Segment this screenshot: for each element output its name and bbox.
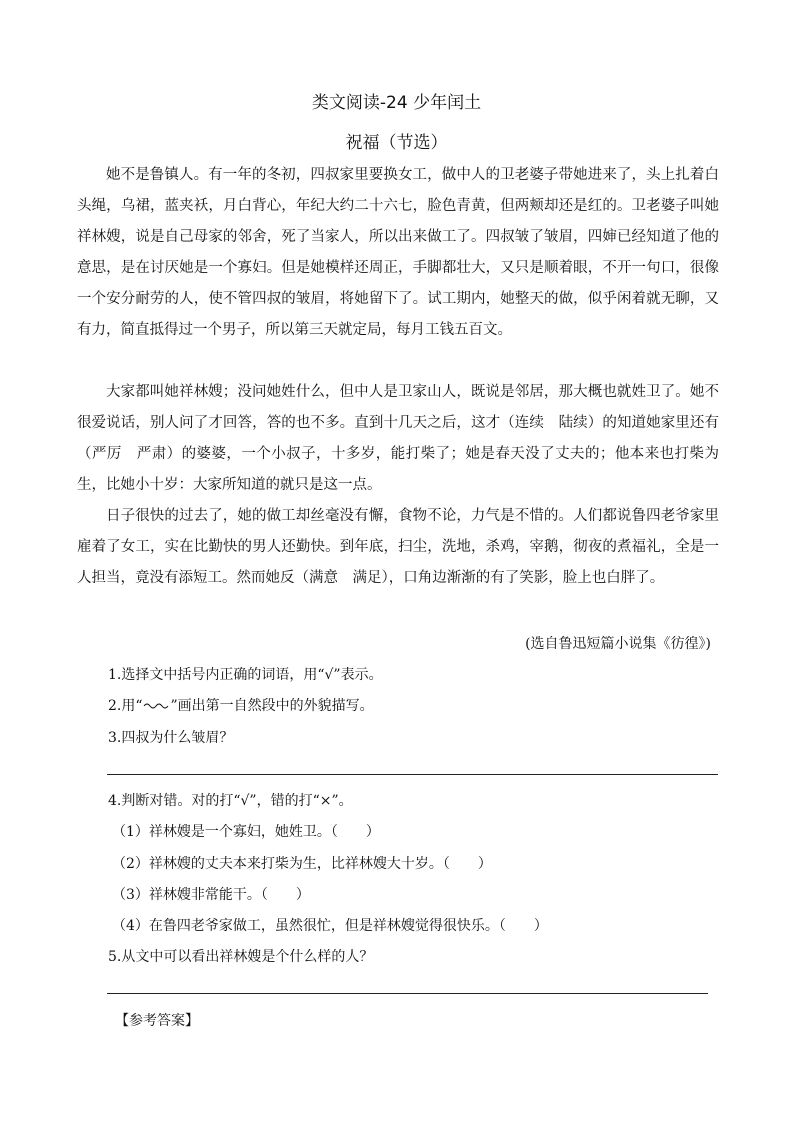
question-2: [108, 695, 374, 715]
passage-paragraph-2: 大家都叫她祥林嫂；没问她姓什么，但中人是卫家山人，既说是邻居，那大概也就姓卫了。她不很爱说话，别人问了才回答，答的也不多。直到十几天之后，这才（连续 陆续）的知道她家里还有（严厉 严肃）的婆婆，一个小叔子，十多岁，能打柴了；她是春天没了丈夫的；他本来也打柴为生，比她小十岁：大家所知道的就只是这一点。: [77, 384, 719, 493]
question-4-item: （1）祥林嫂是一个寡妇，她姓卫。（ ）: [112, 824, 380, 840]
question-4-item: （4）在鲁四老爷家做工，虽然很忙，但是祥林嫂觉得很快乐。（ ）: [112, 918, 548, 934]
question-5: 5.从文中可以看出祥林嫂是个什么样的人？: [108, 949, 374, 965]
question-4-item: （3）祥林嫂非常能干。（ ）: [112, 887, 310, 903]
passage-paragraph-1: 她不是鲁镇人。有一年的冬初，四叔家里要换女工，做中人的卫老婆子带她进来了，头上扎着白头绳，乌裙，蓝夹袄，月白背心，年纪大约二十六七，脸色青黄，但两颊却还是红的。卫老婆子叫她祥林嫂，说是自己母家的邻舍，死了当家人，所以出来做工了。四叔皱了皱眉，四婶已经知道了他的意思，是在讨厌她是一个寡妇。但是她模样还周正，手脚都壮大，又只是顺着眼，不开一句口，很像一个安分耐劳的人，使不管四叔的皱眉，将她留下了。试工期内，她整天的做，似乎闲着就无聊，又有力，简直抵得过一个男子，所以第三天就定局，每月工钱五百文。: [77, 167, 719, 338]
passage-title: 祝福（节选）: [345, 133, 448, 153]
question-4: 4.判断对错。对的打“√”，错的打“×”。: [108, 793, 353, 809]
passage-paragraph-3: 日子很快的过去了，她的做工却丝毫没有懈，食物不论，力气是不惜的。人们都说鲁四老爷家里雇着了女工，实在比勤快的男人还勤快。到年底，扫尘，洗地，杀鸡，宰鹅，彻夜的煮福礼，全是一人担当，竟没有添短工。然而她反（满意 满足），口角边渐渐的有了笑影，脸上也白胖了。: [77, 508, 719, 586]
answer-line-q3[interactable]: [107, 774, 718, 775]
answer-heading: 【参考答案】: [115, 1013, 199, 1029]
page-title: 类文阅读-24 少年闰土: [311, 93, 482, 113]
question-2-suffix: ”画出第一自然段中的外貌描写。: [170, 698, 374, 714]
question-4-item: （2）祥林嫂的丈夫本来打柴为生，比祥林嫂大十岁。（ ）: [112, 856, 492, 872]
question-2-prefix: 2.用“: [108, 698, 143, 714]
question-3: 3.四叔为什么皱眉？: [108, 730, 234, 746]
answer-line-q5[interactable]: [107, 993, 708, 994]
passage-source: (选自鲁迅短篇小说集《彷徨》): [525, 636, 711, 652]
wavy-underline-icon: [143, 701, 171, 711]
question-1: 1.选择文中括号内正确的词语，用“√”表示。: [108, 667, 383, 683]
